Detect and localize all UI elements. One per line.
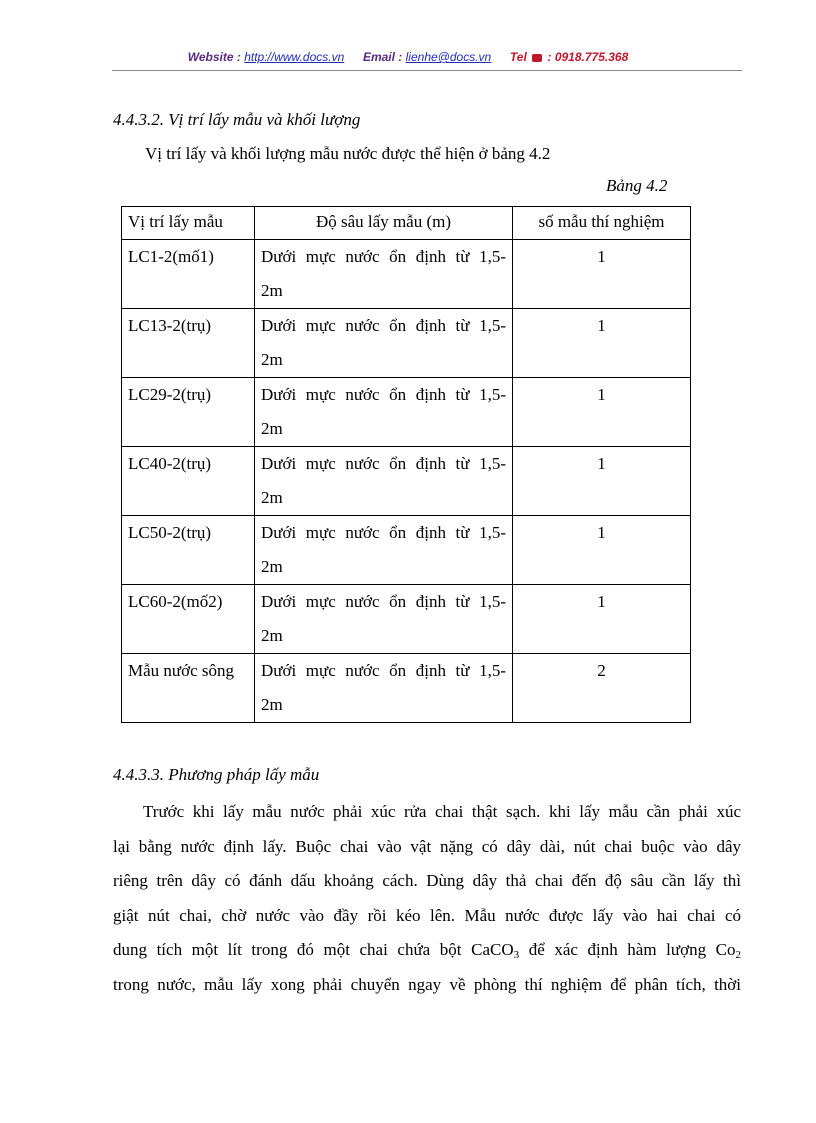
email-label: Email : <box>362 50 403 64</box>
cell-location: LC1-2(mố1) <box>122 240 255 309</box>
cell-depth-line2: 2m <box>261 695 283 714</box>
line5-part-a: dung tích một lít trong đó một chai chứa bột CaCO <box>113 940 514 959</box>
line5-part-b: để xác định hàm lượng Co <box>519 940 736 959</box>
table-row <box>122 654 691 723</box>
cell-depth-line2: 2m <box>261 419 283 438</box>
cell-depth <box>255 240 513 309</box>
table-caption: Bảng 4.2 <box>606 176 668 195</box>
cell-depth-line2: 2m <box>261 488 283 507</box>
method-paragraph <box>113 795 741 1002</box>
cell-location: LC40-2(trụ) <box>122 447 255 516</box>
cell-depth-line1: Dưới mực nước ổn định từ 1,5- <box>261 316 506 335</box>
caco3-subscript: 3 <box>513 949 520 961</box>
header-depth: Độ sâu lấy mẫu (m) <box>255 207 513 240</box>
cell-count: 1 <box>513 585 691 654</box>
cell-count: 2 <box>513 654 691 723</box>
cell-depth-line2: 2m <box>261 350 283 369</box>
cell-depth-line1: Dưới mực nước ổn định từ 1,5- <box>261 661 506 680</box>
section-heading-sampling-location: 4.4.3.2. Vị trí lấy mẫu và khối lượng <box>113 110 361 129</box>
cell-depth <box>255 447 513 516</box>
cell-depth-line2: 2m <box>261 281 283 300</box>
cell-depth-line1: Dưới mực nước ổn định từ 1,5- <box>261 385 506 404</box>
cell-depth <box>255 585 513 654</box>
cell-depth-line1: Dưới mực nước ổn định từ 1,5- <box>261 454 506 473</box>
cell-location: LC29-2(trụ) <box>122 378 255 447</box>
cell-depth-line2: 2m <box>261 557 283 576</box>
paragraph-line <box>113 933 741 968</box>
cell-count: 1 <box>513 309 691 378</box>
paragraph-line: Trước khi lấy mẫu nước phải xúc rửa chai thật sạch. khi lấy mẫu cần phải xúc <box>143 802 741 821</box>
cell-depth-line2: 2m <box>261 626 283 645</box>
paragraph-line: giật nút chai, chờ nước vào đầy rồi kéo lên. Mẫu nước được lấy vào hai chai có <box>113 905 741 925</box>
cell-depth <box>255 654 513 723</box>
email-link[interactable]: lienhe@docs.vn <box>405 50 492 64</box>
co2-subscript: 2 <box>735 949 741 961</box>
table-row <box>122 309 691 378</box>
paragraph-line: lại bằng nước định lấy. Buộc chai vào vật nặng có dây dài, nút chai buộc vào dây <box>113 836 741 856</box>
cell-depth-line1: Dưới mực nước ổn định từ 1,5- <box>261 523 506 542</box>
cell-count: 1 <box>513 378 691 447</box>
cell-depth-line1: Dưới mực nước ổn định từ 1,5- <box>261 247 506 266</box>
page-header <box>0 50 816 64</box>
cell-count: 1 <box>513 240 691 309</box>
tel-label: Tel <box>509 50 527 64</box>
cell-location: LC60-2(mố2) <box>122 585 255 654</box>
paragraph-line: riêng trên dây có đánh dấu khoảng cách. Dùng dây thả chai đến độ sâu cần lấy thì <box>113 871 741 890</box>
header-divider <box>112 70 742 71</box>
cell-depth <box>255 378 513 447</box>
cell-location: Mẫu nước sông <box>122 654 255 723</box>
cell-location: LC13-2(trụ) <box>122 309 255 378</box>
header-count: số mẫu thí nghiệm <box>513 207 691 240</box>
cell-depth <box>255 309 513 378</box>
paragraph-line: trong nước, mẫu lấy xong phải chuyển ngay về phòng thí nghiệm để phân tích, thời <box>113 974 741 994</box>
website-label: Website : <box>187 50 241 64</box>
cell-depth <box>255 516 513 585</box>
cell-count: 1 <box>513 447 691 516</box>
header-location: Vị trí lấy mẫu <box>122 207 255 240</box>
cell-depth-line1: Dưới mực nước ổn định từ 1,5- <box>261 592 506 611</box>
sampling-table <box>121 206 691 723</box>
section-heading-sampling-method: 4.4.3.3. Phương pháp lấy mẫu <box>113 765 320 784</box>
table-row <box>122 585 691 654</box>
phone-icon <box>532 54 542 62</box>
table-row <box>122 240 691 309</box>
table-row <box>122 516 691 585</box>
table-header-row <box>122 207 691 240</box>
table-row <box>122 378 691 447</box>
phone-number: : 0918.775.368 <box>547 50 629 64</box>
intro-text: Vị trí lấy và khối lượng mẫu nước được thể hiện ở bảng 4.2 <box>145 144 551 163</box>
website-link[interactable]: http://www.docs.vn <box>244 50 345 64</box>
table-row <box>122 447 691 516</box>
cell-location: LC50-2(trụ) <box>122 516 255 585</box>
cell-count: 1 <box>513 516 691 585</box>
